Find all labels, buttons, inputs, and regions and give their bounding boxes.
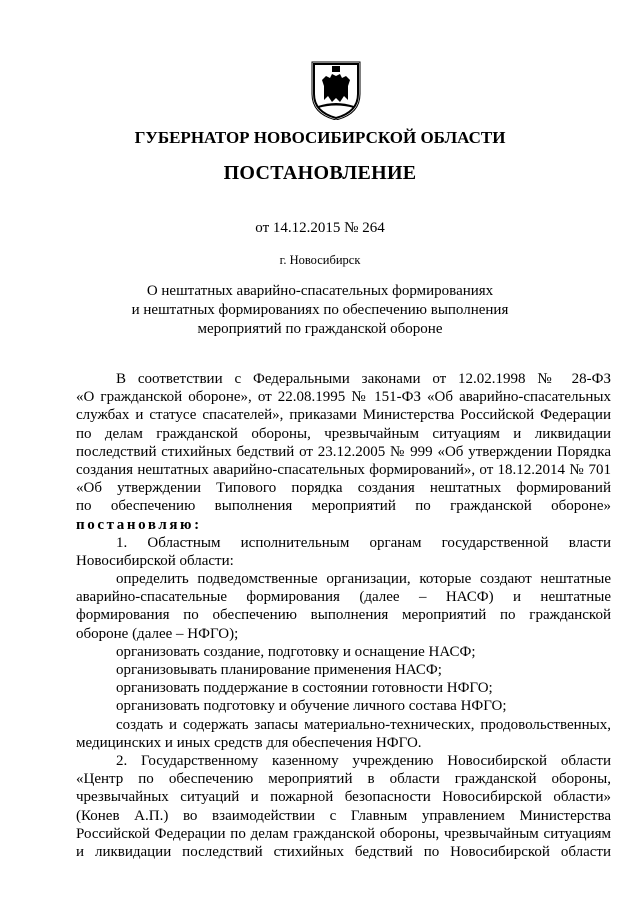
body-line: чрезвычайных ситуаций и пожарной безопасности Новосибирской области» [76,789,611,806]
body-line: постановляю: [76,516,202,533]
body-line: аварийно-спасательные формирования (далее – НАСФ) и нештатные [76,589,611,606]
body-line: В соответствии с Федеральными законами от 12.02.1998 № 28-ФЗ [116,371,611,387]
body-line: по обеспечению выполнения мероприятий по гражданской обороне» [76,498,611,515]
body-line: организовать подготовку и обучение личного состава НФГО; [116,698,507,715]
body-line: организовать создание, подготовку и оснащение НАСФ; [116,643,476,660]
body-line: медицинских и иных средств для обеспечения НФГО. [76,734,422,751]
body-line: и ликвидации последствий стихийных бедствий по Новосибирской области [76,843,611,860]
body-line: «Центр по обеспечению мероприятий в области гражданской обороны, [76,771,611,788]
body-line: создания нештатных аварийно-спасательных формирований», от 18.12.2014 № 701 [76,461,611,478]
issuing-authority: ГУБЕРНАТОР НОВОСИБИРСКОЙ ОБЛАСТИ [134,128,506,147]
subject-line: и нештатных формированиях по обеспечению выполнения [131,302,509,318]
body-line: 2. Государственному казенному учреждению Новосибирской области [116,752,611,769]
document-subject [0,282,640,339]
body-line: последствий стихийных бедствий от 23.12.2005 № 999 «Об утверждении Порядка [76,443,611,460]
body-line: формирования по обеспечению выполнения мероприятий по гражданской [76,607,611,624]
body-line: создать и содержать запасы материально-технических, продовольственных, [116,716,611,733]
body-line: (Конев А.П.) во взаимодействии с Главным управлением Министерства [76,807,611,824]
body-line: организовать поддержание в состоянии готовности НФГО; [116,680,493,697]
city-name: г. Новосибирск [279,253,361,267]
subject-line: О нештатных аварийно-спасательных формированиях [146,283,494,299]
body-line: по делам гражданской обороны, чрезвычайным ситуациям и ликвидации [76,425,611,442]
body-line: Новосибирской области: [76,552,234,569]
body-line: «Об утверждении Типового порядка создания нештатных формирований [76,480,611,497]
body-line: 1. Областным исполнительным органам государственной власти [116,534,611,551]
body-line: организовывать планирование применения НАСФ; [116,662,442,678]
date-and-number: от 14.12.2015 № 264 [255,220,385,236]
subject-line: мероприятий по гражданской обороне [197,321,443,337]
coat-of-arms-emblem [310,60,362,120]
body-line: службах и статусе спасателей», приказами Министерства Российской Федерации [76,407,611,424]
document-type-title: ПОСТАНОВЛЕНИЕ [223,162,417,184]
document-body [76,370,611,861]
body-line: определить подведомственные организации, которые создают нештатные [116,571,611,588]
body-line: обороне (далее – НФГО); [76,625,239,642]
body-line: «О гражданской обороне», от 22.08.1995 № 151-ФЗ «Об аварийно-спасательных [76,389,611,406]
body-line: Российской Федерации по делам гражданской обороны, чрезвычайным ситуациям [76,825,611,842]
